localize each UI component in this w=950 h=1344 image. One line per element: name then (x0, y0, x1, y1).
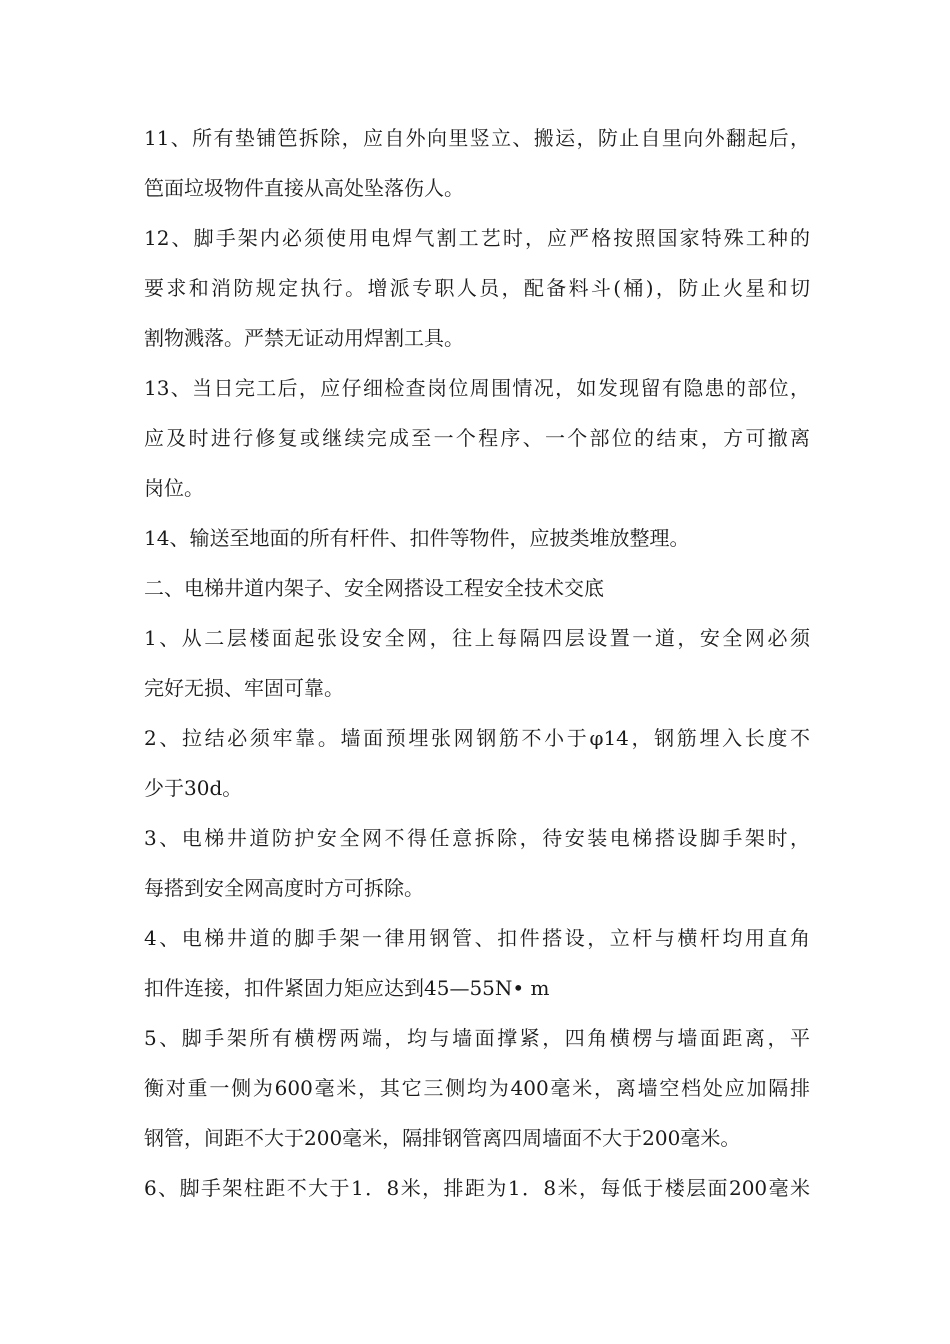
text-line: 2、拉结必须牢靠。墙面预埋张网钢筋不小于φ14，钢筋埋入长度不 (144, 726, 810, 750)
text-line: 笆面垃圾物件直接从高处坠落伤人。 (144, 176, 464, 200)
text-line: 衡对重一侧为600毫米，其它三侧均为400毫米，离墙空档处应加隔排 (144, 1076, 810, 1100)
text-line: 3、电梯井道防护安全网不得任意拆除，待安装电梯搭设脚手架时， (144, 826, 810, 850)
text-line: 要求和消防规定执行。增派专职人员，配备料斗(桶)，防止火星和切 (144, 276, 810, 300)
text-line: 完好无损、牢固可靠。 (144, 676, 344, 700)
text-line: 岗位。 (144, 476, 204, 500)
text-line: 11、所有垫铺笆拆除，应自外向里竖立、搬运，防止自里向外翻起后， (144, 126, 810, 150)
section-heading: 二、电梯井道内架子、安全网搭设工程安全技术交底 (144, 576, 604, 600)
text-line: 少于30d。 (144, 776, 243, 800)
text-line: 14、输送至地面的所有杆件、扣件等物件，应披类堆放整理。 (144, 526, 690, 550)
text-line: 5、脚手架所有横楞两端，均与墙面撑紧，四角横楞与墙面距离，平 (144, 1026, 810, 1050)
text-line: 6、脚手架柱距不大于1．8米，排距为1．8米，每低于楼层面200毫米 (144, 1176, 810, 1200)
text-line: 13、当日完工后，应仔细检查岗位周围情况，如发现留有隐患的部位， (144, 376, 810, 400)
text-line: 钢管，间距不大于200毫米，隔排钢管离四周墙面不大于200毫米。 (144, 1126, 741, 1150)
text-line: 扣件连接，扣件紧固力矩应达到45—55N• m (144, 976, 550, 1000)
text-line: 4、电梯井道的脚手架一律用钢管、扣件搭设，立杆与横杆均用直角 (144, 926, 810, 950)
text-line: 1、从二层楼面起张设安全网，往上每隔四层设置一道，安全网必须 (144, 626, 810, 650)
text-line: 12、脚手架内必须使用电焊气割工艺时，应严格按照国家特殊工种的 (144, 226, 810, 250)
text-line: 应及时进行修复或继续完成至一个程序、一个部位的结束，方可撤离 (144, 426, 810, 450)
text-line: 割物溅落。严禁无证动用焊割工具。 (144, 326, 464, 350)
text-line: 每搭到安全网高度时方可拆除。 (144, 876, 424, 900)
